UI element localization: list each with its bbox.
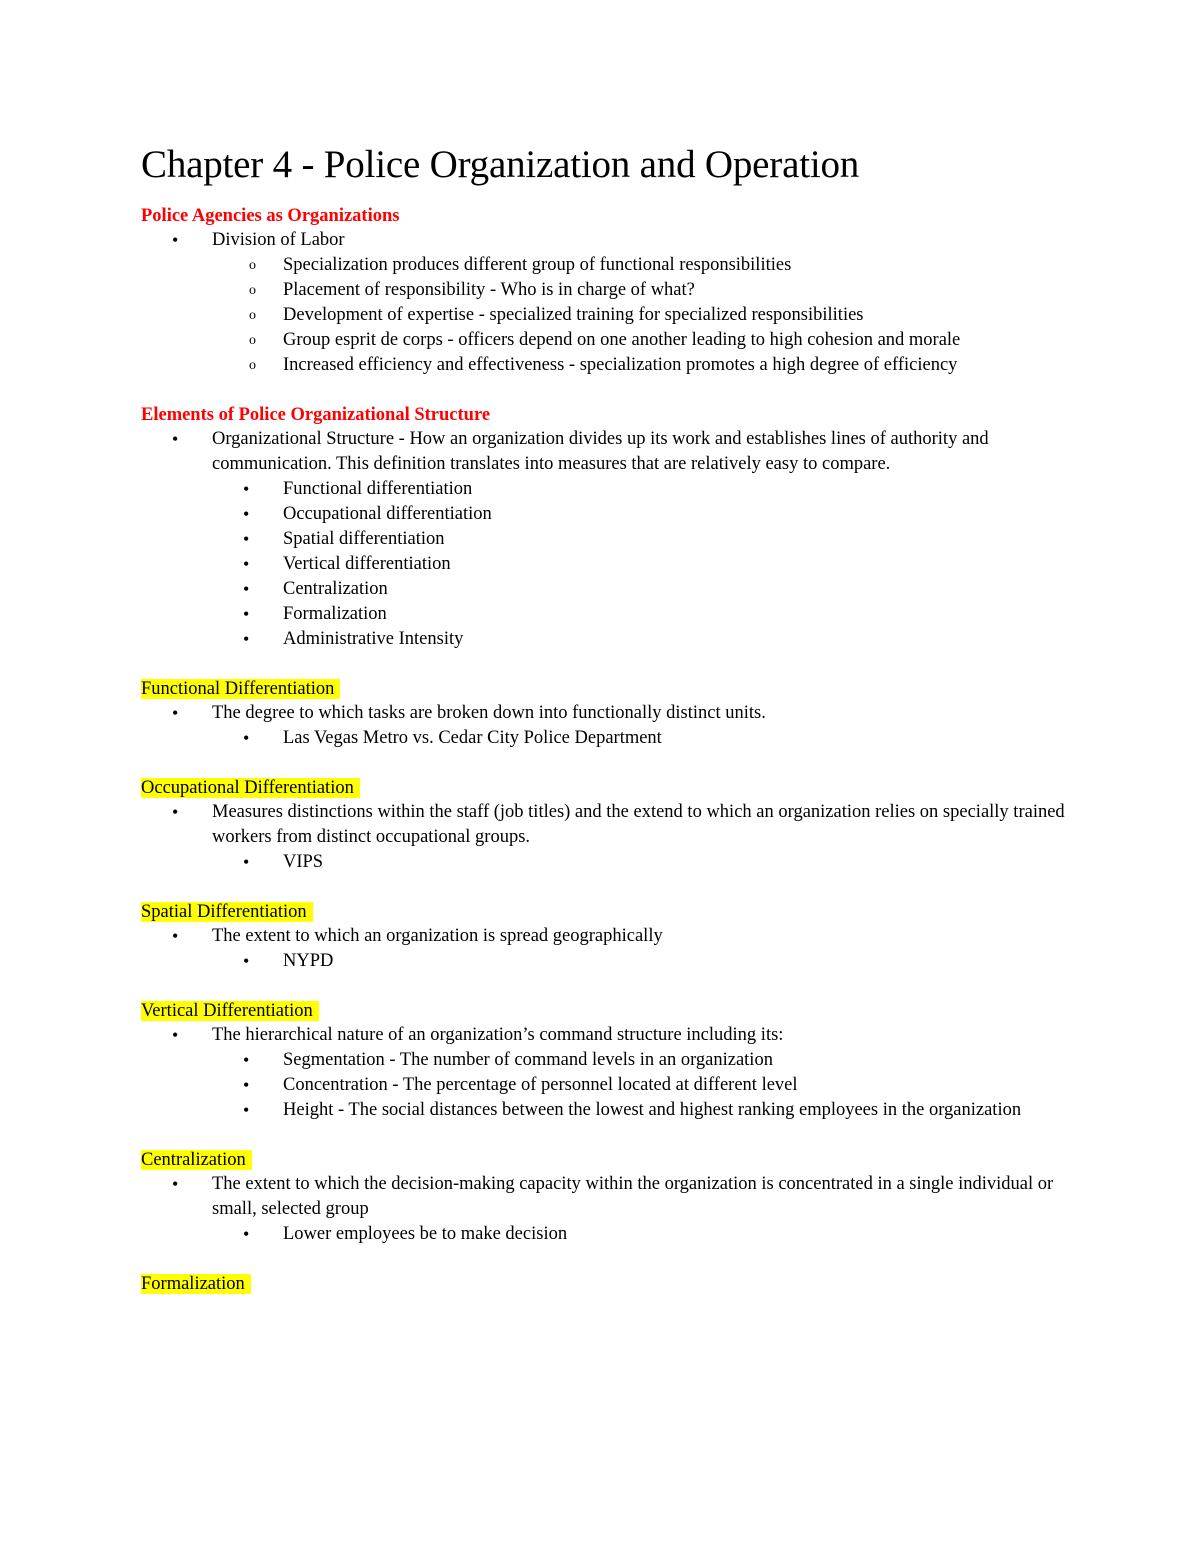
bullet-icon: • — [243, 951, 250, 971]
sub-item-text: Lower employees be to make decision — [283, 1224, 568, 1244]
list-item — [141, 427, 1071, 652]
sub-item-text: Vertical differentiation — [283, 554, 451, 574]
sub-list — [212, 477, 1071, 652]
sub-list-item — [141, 602, 1071, 627]
sub-list-item — [141, 577, 1071, 602]
bullet-icon: • — [243, 1050, 250, 1070]
document-page — [141, 140, 1071, 1296]
sub-item-text: Group esprit de corps - officers depend on one another leading to high cohesion and morale — [283, 330, 961, 350]
sub-list-item — [141, 477, 1071, 502]
bullet-icon: • — [243, 529, 250, 549]
sub-list — [212, 1048, 1071, 1123]
highlighted-heading-text: Spatial Differentiation — [141, 902, 313, 922]
bullet-icon: • — [243, 579, 250, 599]
sub-item-text: Specialization produces different group of functional responsibilities — [283, 255, 792, 275]
section-heading-functional — [141, 677, 1071, 701]
list-item — [141, 701, 1071, 751]
sub-list-item — [141, 1073, 1071, 1098]
sub-item-text: Height - The social distances between the lowest and highest ranking employees in the organization — [283, 1100, 1022, 1120]
sub-item-text: Development of expertise - specialized training for specialized responsibilities — [283, 305, 864, 325]
sub-item-text: Occupational differentiation — [283, 504, 492, 524]
bullet-icon: • — [172, 429, 179, 449]
sub-item-text: NYPD — [283, 951, 334, 971]
section-heading-formalization — [141, 1272, 1071, 1296]
bullet-icon: • — [172, 1174, 179, 1194]
bullet-icon: • — [243, 504, 250, 524]
list-item-text: The extent to which the decision-making capacity within the organization is concentrated in a single individual or small, selected group — [212, 1174, 1054, 1219]
sub-list-item — [141, 253, 1071, 278]
sub-item-text: VIPS — [283, 852, 324, 872]
list-item-text: Measures distinctions within the staff (job titles) and the extend to which an organization relies on specially trained workers from distinct occupational groups. — [212, 802, 1065, 847]
bullet-list — [141, 228, 1071, 378]
bullet-icon: • — [172, 1025, 179, 1045]
bullet-icon: • — [243, 629, 250, 649]
bullet-icon: • — [243, 479, 250, 499]
bullet-icon: • — [243, 1075, 250, 1095]
list-item — [141, 1023, 1071, 1123]
list-item-text: Organizational Structure - How an organization divides up its work and establishes lines of authority and communication. This definition translates into measures that are relatively easy to compare. — [212, 429, 989, 474]
section-heading-vertical — [141, 999, 1071, 1023]
circle-bullet-icon: o — [249, 333, 256, 348]
list-item — [141, 800, 1071, 875]
section-heading-occupational — [141, 776, 1071, 800]
bullet-list — [141, 800, 1071, 875]
sub-item-text: Placement of responsibility - Who is in charge of what? — [283, 280, 695, 300]
sub-item-text: Functional differentiation — [283, 479, 473, 499]
spacer — [141, 1247, 1071, 1272]
list-item — [141, 228, 1071, 378]
sub-list-item — [141, 527, 1071, 552]
sub-list-item — [141, 502, 1071, 527]
list-item-text: The degree to which tasks are broken down into functionally distinct units. — [212, 703, 766, 723]
sub-list-item — [141, 1222, 1071, 1247]
sub-list-item — [141, 1048, 1071, 1073]
circle-bullet-icon: o — [249, 308, 256, 323]
sub-item-text: Administrative Intensity — [283, 629, 464, 649]
highlighted-heading-text: Functional Differentiation — [141, 679, 340, 699]
sub-list — [212, 850, 1071, 875]
sub-list-item — [141, 278, 1071, 303]
section-heading-centralization — [141, 1148, 1071, 1172]
list-item-text: The extent to which an organization is spread geographically — [212, 926, 663, 946]
sub-list — [212, 949, 1071, 974]
sub-list-item — [141, 353, 1071, 378]
sub-item-text: Centralization — [283, 579, 388, 599]
bullet-icon: • — [243, 728, 250, 748]
highlighted-heading-text: Centralization — [141, 1150, 252, 1170]
bullet-icon: • — [172, 802, 179, 822]
circle-bullet-icon: o — [249, 283, 256, 298]
sub-list-item — [141, 552, 1071, 577]
bullet-icon: • — [243, 852, 250, 872]
bullet-icon: • — [243, 554, 250, 574]
bullet-icon: • — [172, 703, 179, 723]
bullet-icon: • — [243, 1224, 250, 1244]
bullet-icon: • — [172, 926, 179, 946]
bullet-icon: • — [172, 230, 179, 250]
spacer — [141, 652, 1071, 677]
spacer — [141, 1123, 1071, 1148]
section-heading-spatial — [141, 900, 1071, 924]
spacer — [141, 751, 1071, 776]
list-item — [141, 924, 1071, 974]
sub-list-item — [141, 1098, 1071, 1123]
sub-list-item — [141, 303, 1071, 328]
sub-list-item — [141, 949, 1071, 974]
list-item — [141, 1172, 1071, 1247]
list-item-text: Division of Labor — [212, 230, 345, 250]
sub-list-item — [141, 850, 1071, 875]
circle-bullet-icon: o — [249, 258, 256, 273]
bullet-list — [141, 924, 1071, 974]
sub-item-text: Concentration - The percentage of personnel located at different level — [283, 1075, 798, 1095]
list-item-text: The hierarchical nature of an organization’s command structure including its: — [212, 1025, 784, 1045]
bullet-list — [141, 427, 1071, 652]
spacer — [141, 974, 1071, 999]
section-heading-elements: Elements of Police Organizational Structure — [141, 405, 491, 425]
bullet-list — [141, 1023, 1071, 1123]
sub-item-text: Increased efficiency and effectiveness - specialization promotes a high degree of efficiency — [283, 355, 958, 375]
sub-list-item — [141, 726, 1071, 751]
highlighted-heading-text: Vertical Differentiation — [141, 1001, 319, 1021]
sub-item-text: Formalization — [283, 604, 387, 624]
sub-list — [212, 253, 1071, 378]
sub-item-text: Spatial differentiation — [283, 529, 445, 549]
sub-list-item — [141, 328, 1071, 353]
spacer — [141, 875, 1071, 900]
spacer — [141, 378, 1071, 403]
page-title: Chapter 4 - Police Organization and Operation — [141, 143, 860, 186]
section-heading-police-agencies: Police Agencies as Organizations — [141, 206, 400, 226]
bullet-list — [141, 1172, 1071, 1247]
sub-item-text: Segmentation - The number of command levels in an organization — [283, 1050, 773, 1070]
bullet-icon: • — [243, 1100, 250, 1120]
sub-list — [212, 1222, 1071, 1247]
bullet-list — [141, 701, 1071, 751]
bullet-icon: • — [243, 604, 250, 624]
circle-bullet-icon: o — [249, 358, 256, 373]
sub-item-text: Las Vegas Metro vs. Cedar City Police Department — [283, 728, 662, 748]
sub-list-item — [141, 627, 1071, 652]
highlighted-heading-text: Occupational Differentiation — [141, 778, 360, 798]
sub-list — [212, 726, 1071, 751]
highlighted-heading-text: Formalization — [141, 1274, 251, 1294]
